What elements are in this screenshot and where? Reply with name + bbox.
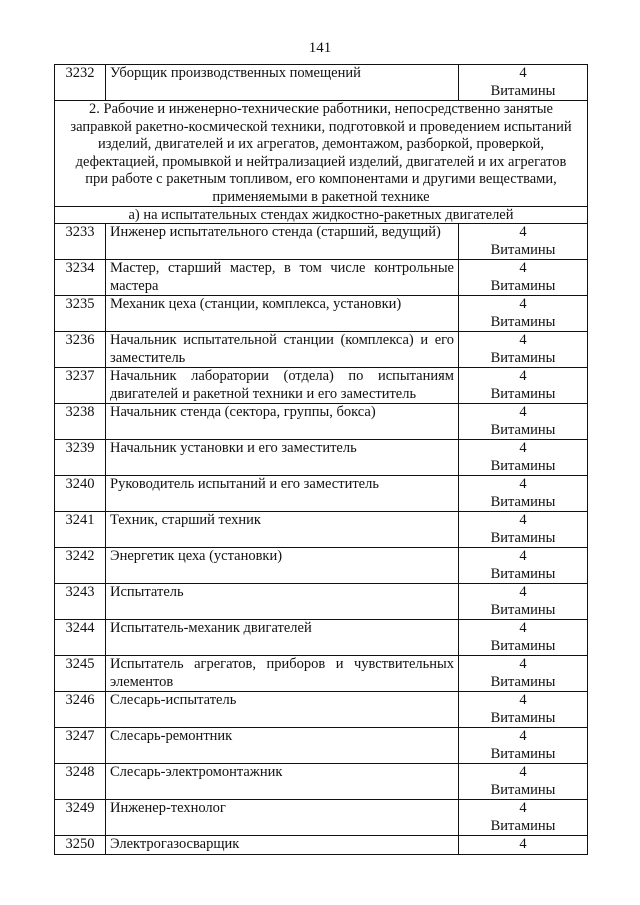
section-line: заправкой ракетно-космической техники, подготовкой и проведением испытаний (70, 118, 572, 135)
row-quantity: 4 (519, 332, 527, 348)
row-quantity: 4 (519, 764, 527, 780)
row-quantity: 4 (519, 800, 527, 816)
row-name: Слесарь-испытатель (106, 692, 459, 728)
row-norm (459, 224, 588, 260)
row-norm (459, 548, 588, 584)
row-norm (459, 692, 588, 728)
row-unit: Витамины (490, 673, 556, 690)
row-code: 3237 (55, 368, 106, 404)
table-row (55, 800, 588, 836)
row-norm (459, 656, 588, 692)
row-unit: Витамины (490, 82, 556, 99)
row-norm (459, 728, 588, 764)
row-name: Испытатель агрегатов, приборов и чувствительных элементов (106, 656, 459, 692)
row-unit: Витамины (490, 817, 556, 834)
row-quantity: 4 (519, 836, 527, 852)
row-name: Инженер испытательного стенда (старший, ведущий) (106, 224, 459, 260)
row-quantity: 4 (519, 512, 527, 528)
table-row (55, 476, 588, 512)
table-row (55, 764, 588, 800)
row-norm (459, 404, 588, 440)
table-row (55, 620, 588, 656)
row-code: 3232 (55, 65, 106, 101)
row-unit: Витамины (490, 421, 556, 438)
row-quantity: 4 (519, 368, 527, 384)
table-row (55, 656, 588, 692)
row-name: Инженер-технолог (106, 800, 459, 836)
row-code: 3244 (55, 620, 106, 656)
table-row (55, 584, 588, 620)
table-row (55, 65, 588, 101)
row-code: 3242 (55, 548, 106, 584)
row-name: Начальник лаборатории (отдела) по испытаниям двигателей и ракетной техники и его заместитель (106, 368, 459, 404)
row-name: Энергетик цеха (установки) (106, 548, 459, 584)
row-unit: Витамины (490, 385, 556, 402)
row-unit: Витамины (490, 277, 556, 294)
section-line: дефектацией, промывкой и нейтрализацией изделий, двигателей и их агрегатов (75, 153, 567, 170)
row-name: Механик цеха (станции, комплекса, установки) (106, 296, 459, 332)
section-line: применяемыми в ракетной технике (212, 188, 430, 205)
section-line: изделий, двигателей и их агрегатов, демонтажом, разборкой, проверкой, (98, 136, 544, 152)
row-norm (459, 620, 588, 656)
section-heading-row (55, 101, 588, 207)
table-row (55, 512, 588, 548)
row-name: Электрогазосварщик (106, 836, 459, 855)
row-quantity: 4 (519, 260, 527, 276)
row-unit: Витамины (490, 529, 556, 546)
table-row (55, 440, 588, 476)
subsection-heading-row (55, 207, 588, 224)
row-code: 3250 (55, 836, 106, 855)
section-line: при работе с ракетным топливом, его компонентами и другими веществами, (85, 171, 557, 187)
row-name: Техник, старший техник (106, 512, 459, 548)
row-norm (459, 476, 588, 512)
norms-table (54, 64, 588, 855)
row-norm (459, 800, 588, 836)
row-code: 3235 (55, 296, 106, 332)
row-norm (459, 440, 588, 476)
row-code: 3246 (55, 692, 106, 728)
table-row (55, 260, 588, 296)
row-quantity: 4 (519, 65, 527, 81)
row-name: Слесарь-электромонтажник (106, 764, 459, 800)
row-unit: Витамины (490, 781, 556, 798)
row-unit: Витамины (490, 709, 556, 726)
row-quantity: 4 (519, 476, 527, 492)
row-code: 3241 (55, 512, 106, 548)
row-unit: Витамины (490, 349, 556, 366)
row-norm (459, 584, 588, 620)
row-unit: Витамины (490, 565, 556, 582)
table-row (55, 548, 588, 584)
row-norm (459, 836, 588, 855)
row-quantity: 4 (519, 728, 527, 744)
row-code: 3247 (55, 728, 106, 764)
table-row (55, 692, 588, 728)
row-quantity: 4 (519, 584, 527, 600)
row-norm (459, 260, 588, 296)
row-quantity: 4 (519, 440, 527, 456)
row-code: 3234 (55, 260, 106, 296)
row-quantity: 4 (519, 656, 527, 672)
row-code: 3245 (55, 656, 106, 692)
page-number: 141 (308, 40, 332, 56)
row-code: 3238 (55, 404, 106, 440)
row-name: Мастер, старший мастер, в том числе контрольные мастера (106, 260, 459, 296)
row-norm (459, 368, 588, 404)
row-unit: Витамины (490, 745, 556, 762)
table-row (55, 404, 588, 440)
section-line: 2. Рабочие и инженерно-технические работники, непосредственно занятые (89, 101, 553, 117)
row-name: Слесарь-ремонтник (106, 728, 459, 764)
row-quantity: 4 (519, 620, 527, 636)
table-row (55, 224, 588, 260)
row-unit: Витамины (490, 601, 556, 618)
row-code: 3243 (55, 584, 106, 620)
row-name: Начальник испытательной станции (комплекса) и его заместитель (106, 332, 459, 368)
row-norm (459, 296, 588, 332)
row-norm (459, 512, 588, 548)
row-name: Начальник стенда (сектора, группы, бокса) (106, 404, 459, 440)
row-code: 3236 (55, 332, 106, 368)
row-unit: Витамины (490, 241, 556, 258)
row-norm (459, 65, 588, 101)
subsection-heading: а) на испытательных стендах жидкостно-ракетных двигателей (55, 207, 588, 224)
row-quantity: 4 (519, 404, 527, 420)
row-name: Начальник установки и его заместитель (106, 440, 459, 476)
row-quantity: 4 (519, 692, 527, 708)
table-row (55, 728, 588, 764)
section-heading (55, 101, 588, 207)
table-row (55, 836, 588, 855)
table-row (55, 368, 588, 404)
row-name: Уборщик производственных помещений (106, 65, 459, 101)
row-name: Руководитель испытаний и его заместитель (106, 476, 459, 512)
row-unit: Витамины (490, 637, 556, 654)
row-quantity: 4 (519, 296, 527, 312)
row-name: Испытатель (106, 584, 459, 620)
row-code: 3248 (55, 764, 106, 800)
row-code: 3233 (55, 224, 106, 260)
row-code: 3239 (55, 440, 106, 476)
row-norm (459, 332, 588, 368)
row-quantity: 4 (519, 548, 527, 564)
row-code: 3249 (55, 800, 106, 836)
row-name: Испытатель-механик двигателей (106, 620, 459, 656)
row-unit: Витамины (490, 493, 556, 510)
table-row (55, 332, 588, 368)
row-quantity: 4 (519, 224, 527, 240)
row-unit: Витамины (490, 457, 556, 474)
row-unit: Витамины (490, 313, 556, 330)
row-code: 3240 (55, 476, 106, 512)
row-norm (459, 764, 588, 800)
table-row (55, 296, 588, 332)
